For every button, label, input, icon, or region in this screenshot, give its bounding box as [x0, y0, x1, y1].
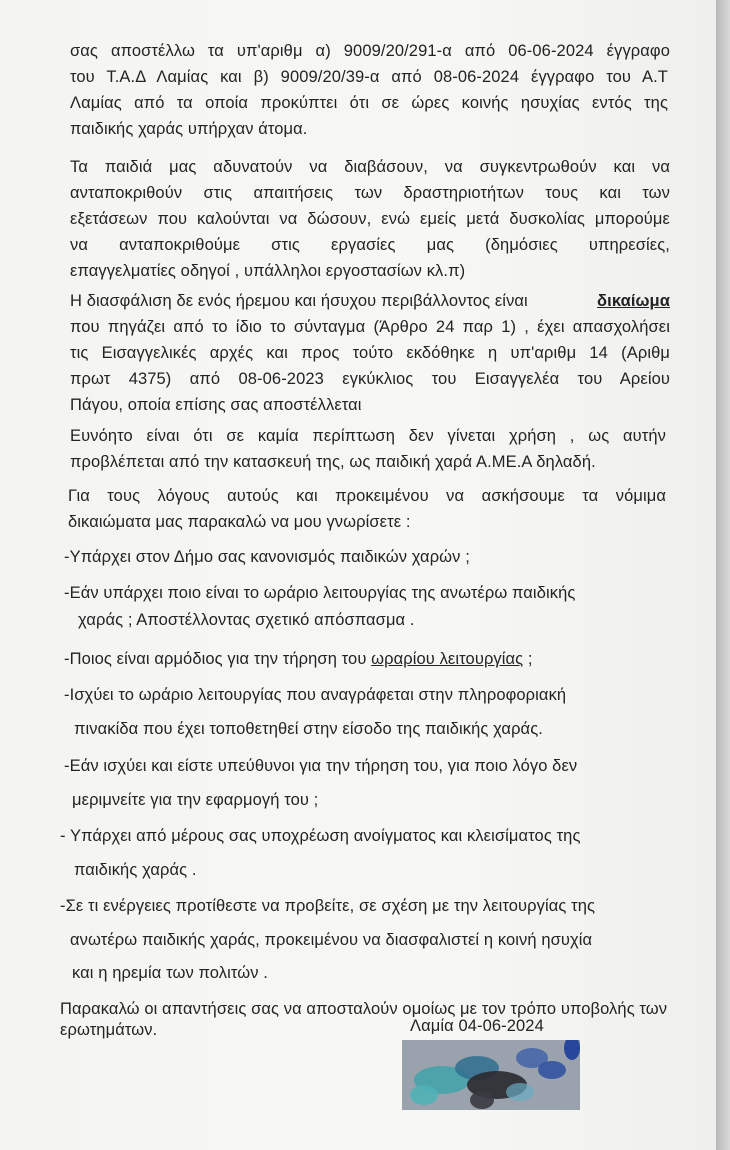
paragraph-1-line-3: Λαμίας από τα οποία προκύπτει ότι σε ώρες κοινής ησυχίας εντός της	[70, 94, 668, 112]
question-7-line-1: -Σε τι ενέργειες προτίθεστε να προβείτε, σε σχέση με την λειτουργίας της	[60, 897, 596, 915]
paragraph-2-line-2: ανταποκριθούν στις απαιτήσεις των δραστηριοτήτων τους και των	[70, 184, 670, 202]
paragraph-2-line-5: επαγγελματίες οδηγοί , υπάλληλοι εργοστασίων κλ.π)	[70, 262, 466, 280]
question-7-line-3: και η ηρεμία των πολιτών .	[72, 964, 268, 982]
place-date: Λαμία 04-06-2024	[410, 1017, 544, 1035]
question-1: -Υπάρχει στον Δήμο σας κανονισμός παιδικών χαρών ;	[64, 548, 470, 566]
schedule-emphasis: ωραρίου λειτουργίας	[371, 650, 524, 668]
paragraph-1-line-4: παιδικής χαράς υπήρχαν άτομα.	[70, 120, 308, 138]
question-6-line-1: - Υπάρχει από μέρους σας υποχρέωση ανοίγματος και κλεισίματος της	[60, 827, 581, 845]
closing-line-2: ερωτημάτων.	[60, 1021, 158, 1039]
question-4-line-2: πινακίδα που έχει τοποθετηθεί στην είσοδο της παιδικής χαράς.	[74, 720, 543, 738]
paragraph-2-line-3: εξετάσεων που καλούνται να δώσουν, ενώ εμείς μετά δυσκολίας μπορούμε	[70, 210, 670, 228]
paragraph-3-line-2: που πηγάζει από το ίδιο το σύνταγμα (Άρθρο 24 παρ 1) , έχει απασχολήσει	[70, 318, 670, 336]
paragraph-2-line-4: να ανταποκριθούμε στις εργασίες μας (δημόσιες υπηρεσίες,	[70, 236, 670, 254]
paragraph-4-line-2: προβλέπεται από την κατασκευή της, ως παιδική χαρά Α.ΜΕ.Α δηλαδή.	[70, 453, 596, 471]
paragraph-4-line-1: Ευνόητο είναι ότι σε καμία περίπτωση δεν γίνεται χρήση , ως αυτήν	[70, 427, 666, 445]
signature-blots	[402, 1040, 580, 1110]
question-3-text: -Ποιος είναι αρμόδιος για την τήρηση του	[64, 650, 367, 668]
paragraph-3-text: Η διασφάλιση δε ενός ήρεμου και ήσυχου περιβάλλοντος είναι	[70, 292, 528, 310]
paragraph-1-line-1: σας αποστέλλω τα υπ'αριθμ α) 9009/20/291-α από 06-06-2024 έγγραφο	[70, 42, 670, 60]
question-4-line-1: -Ισχύει το ωράριο λειτουργίας που αναγράφεται στην πληροφοριακή	[64, 686, 567, 704]
paragraph-2-line-1: Τα παιδιά μας αδυνατούν να διαβάσουν, να συγκεντρωθούν και να	[70, 158, 670, 176]
scanner-edge	[716, 0, 730, 1150]
question-2-line-2: χαράς ; Αποστέλλοντας σχετικό απόσπασμα .	[78, 611, 415, 629]
question-3-end: ;	[523, 650, 533, 668]
paragraph-5-line-2: δικαιώματα μας παρακαλώ να μου γνωρίσετε :	[68, 513, 411, 531]
question-2-line-1: -Εάν υπάρχει ποιο είναι το ωράριο λειτουργίας της ανωτέρω παιδικής	[64, 584, 576, 602]
closing-line-1: Παρακαλώ οι απαντήσεις σας να αποσταλούν ομοίως με τον τρόπο υποβολής των	[60, 1000, 668, 1018]
question-3	[64, 649, 533, 669]
question-7-line-2: ανωτέρω παιδικής χαράς, προκειμένου να διασφαλιστεί η κοινή ησυχία	[70, 931, 593, 949]
paragraph-3-line-4: πρωτ 4375) από 08-06-2023 εγκύκλιος του Εισαγγελέα του Αρείου	[70, 370, 670, 388]
question-6-line-2: παιδικής χαράς .	[74, 861, 197, 879]
paragraph-3-line-5: Πάγου, οποία επίσης σας αποστέλλεται	[70, 396, 362, 414]
redacted-signature	[402, 1040, 580, 1110]
paragraph-3-line-3: τις Εισαγγελικές αρχές και προς τούτο εκδόθηκε η υπ'αριθμ 14 (Αριθμ	[70, 344, 670, 362]
rights-emphasis: δικαίωμα	[597, 292, 670, 310]
question-5-line-1: -Εάν ισχύει και είστε υπεύθυνοι για την τήρηση του, για ποιο λόγο δεν	[64, 757, 578, 775]
question-5-line-2: μεριμνείτε για την εφαρμογή του ;	[72, 791, 319, 809]
paragraph-5-line-1: Για τους λόγους αυτούς και προκειμένου να ασκήσουμε τα νόμιμα	[68, 487, 666, 505]
paragraph-1-line-2: του Τ.Α.Δ Λαμίας και β) 9009/20/39-α από 08-06-2024 έγγραφο του Α.Τ	[70, 68, 668, 86]
paragraph-3-line-1	[70, 291, 670, 311]
